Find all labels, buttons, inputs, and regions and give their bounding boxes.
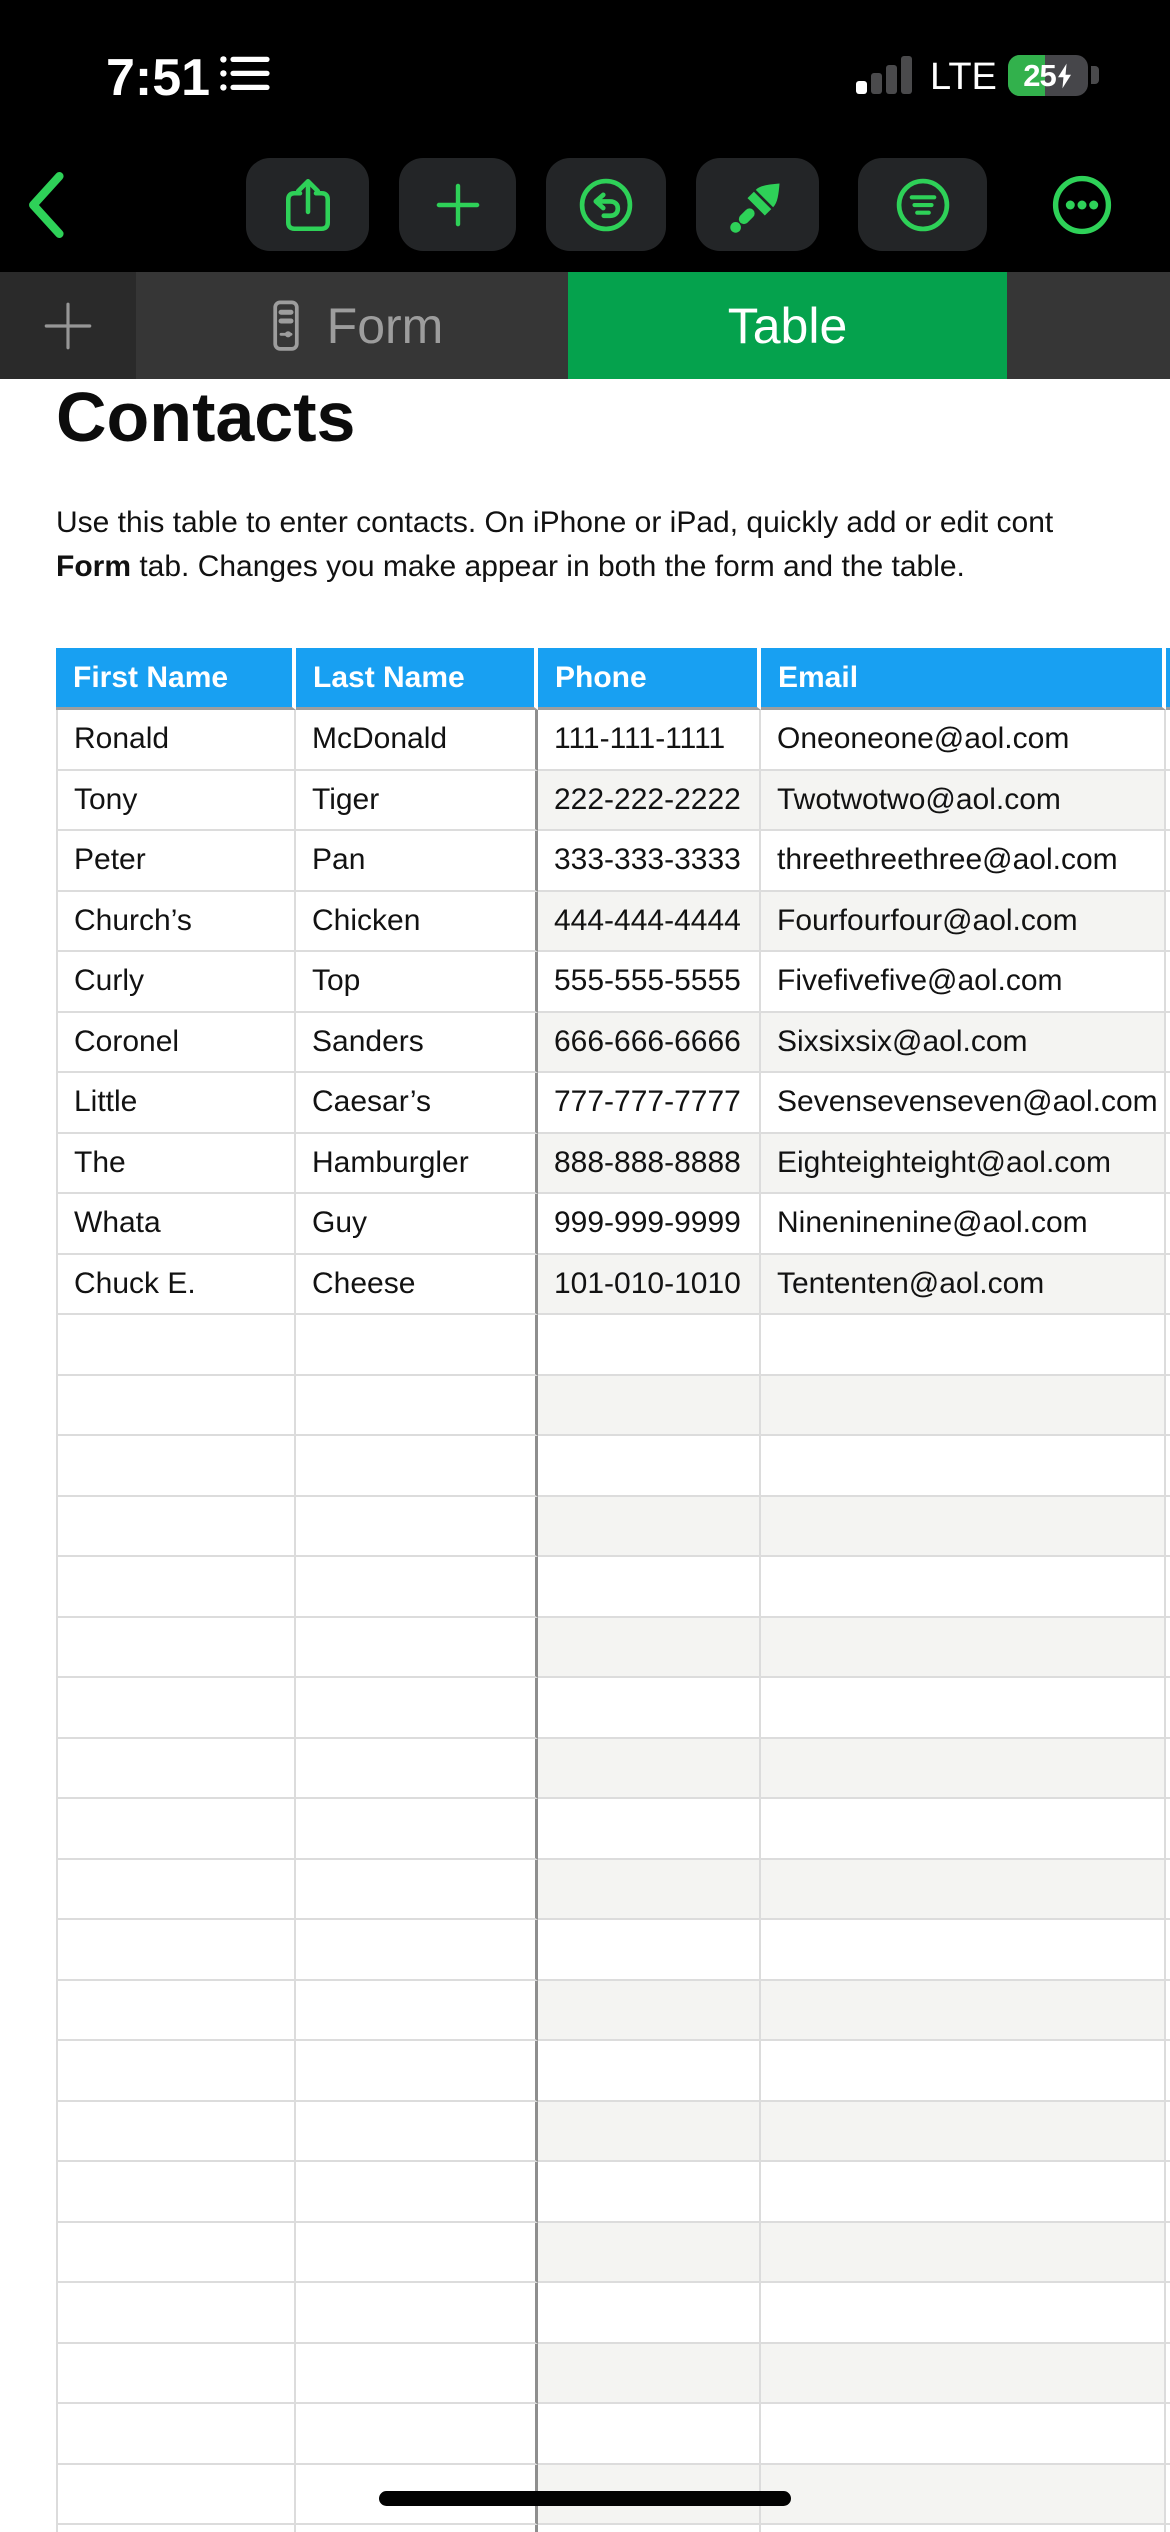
table-cell-empty[interactable] — [1166, 1739, 1170, 1800]
table-cell[interactable]: 111-111-1111 — [538, 710, 761, 771]
table-cell-empty[interactable] — [296, 1799, 538, 1860]
paintbrush-icon — [726, 173, 790, 237]
table-cell-empty[interactable] — [1166, 1799, 1170, 1860]
table-cell-empty[interactable] — [761, 2162, 1166, 2223]
header-phone[interactable]: Phone — [538, 648, 761, 710]
table-cell[interactable] — [1166, 771, 1170, 832]
table-cell[interactable]: Tony — [56, 771, 296, 832]
table-cell[interactable]: 888-888-8888 — [538, 1134, 761, 1195]
table-cell-empty[interactable] — [761, 1618, 1166, 1679]
battery-cap — [1091, 66, 1099, 84]
table-cell-empty[interactable] — [538, 2344, 761, 2405]
table-cell-empty[interactable] — [296, 1376, 538, 1437]
table-cell-empty[interactable] — [538, 1618, 761, 1679]
table-cell-empty[interactable] — [56, 2404, 296, 2465]
table-cell[interactable]: Oneoneone@aol.com — [761, 710, 1166, 771]
table-cell-empty[interactable] — [1166, 1678, 1170, 1739]
table-cell-empty[interactable] — [296, 2102, 538, 2163]
table-cell-empty[interactable] — [56, 2344, 296, 2405]
table-cell[interactable] — [1166, 1073, 1170, 1134]
table-cell-empty[interactable] — [296, 2041, 538, 2102]
table-cell[interactable]: Chuck E. — [56, 1255, 296, 1316]
undo-icon — [573, 172, 639, 238]
table-cell-empty[interactable] — [1166, 2102, 1170, 2163]
table-cell-empty[interactable] — [1166, 1315, 1170, 1376]
plus-icon — [39, 297, 97, 355]
tab-form[interactable] — [136, 272, 568, 379]
table-cell-empty[interactable] — [56, 2283, 296, 2344]
table-cell-empty[interactable] — [56, 2162, 296, 2223]
table-cell[interactable]: McDonald — [296, 710, 538, 771]
table-cell-empty[interactable] — [296, 2344, 538, 2405]
chevron-left-icon — [24, 171, 66, 239]
table-cell[interactable]: Pan — [296, 831, 538, 892]
table-cell[interactable]: Tententen@aol.com — [761, 1255, 1166, 1316]
table-cell-empty[interactable] — [56, 1497, 296, 1558]
table-cell-empty[interactable] — [538, 2041, 761, 2102]
sheet-tab-bar — [0, 272, 1170, 379]
table-cell-empty[interactable] — [56, 1981, 296, 2042]
filter-circle-icon — [890, 172, 956, 238]
table-cell-empty[interactable] — [761, 2404, 1166, 2465]
battery-indicator — [1008, 55, 1088, 96]
table-cell-empty[interactable] — [1166, 1557, 1170, 1618]
back-button[interactable] — [22, 170, 68, 240]
undo-button[interactable] — [546, 158, 666, 251]
description-line-2: Form tab. Changes you make appear in both the form and the table. — [56, 550, 965, 583]
share-button[interactable] — [246, 158, 369, 251]
table-cell[interactable]: Ronald — [56, 710, 296, 771]
table-cell-empty[interactable] — [296, 1739, 538, 1800]
table-cell-empty[interactable] — [1166, 2223, 1170, 2284]
table-cell[interactable]: Little — [56, 1073, 296, 1134]
home-indicator[interactable] — [379, 2491, 791, 2506]
sheet-title[interactable]: Contacts — [56, 379, 356, 456]
spreadsheet-canvas — [0, 379, 1170, 2532]
table-cell[interactable]: 666-666-6666 — [538, 1013, 761, 1074]
table-cell-empty[interactable] — [761, 1436, 1166, 1497]
table-cell[interactable]: 999-999-9999 — [538, 1194, 761, 1255]
table-cell-empty[interactable] — [761, 2223, 1166, 2284]
tab-bar-filler — [1007, 272, 1170, 379]
plus-icon — [427, 174, 489, 236]
table-cell[interactable]: Guy — [296, 1194, 538, 1255]
table-cell[interactable]: Church’s — [56, 892, 296, 953]
table-cell-empty[interactable] — [296, 1497, 538, 1558]
table-cell[interactable]: Fourfourfour@aol.com — [761, 892, 1166, 953]
table-cell-empty[interactable] — [1166, 2162, 1170, 2223]
cellular-signal-icon — [856, 56, 914, 94]
table-cell-empty[interactable] — [1166, 2041, 1170, 2102]
table-cell-empty[interactable] — [761, 1981, 1166, 2042]
table-cell[interactable]: Eighteighteight@aol.com — [761, 1134, 1166, 1195]
table-cell-empty[interactable] — [1166, 2465, 1170, 2526]
table-cell-empty[interactable] — [538, 2525, 761, 2532]
table-cell[interactable] — [1166, 1013, 1170, 1074]
table-cell-empty[interactable] — [296, 1860, 538, 1921]
table-cell[interactable] — [1166, 831, 1170, 892]
table-cell[interactable]: Caesar’s — [296, 1073, 538, 1134]
table-cell-empty[interactable] — [538, 2404, 761, 2465]
tab-form-label: Form — [326, 297, 444, 354]
form-icon — [261, 299, 311, 353]
table-cell-empty[interactable] — [538, 1799, 761, 1860]
table-cell-empty[interactable] — [1166, 2404, 1170, 2465]
table-cell[interactable] — [1166, 952, 1170, 1013]
charging-bolt-icon — [1056, 63, 1073, 89]
table-cell[interactable]: Sevensevenseven@aol.com — [761, 1073, 1166, 1134]
table-cell-empty[interactable] — [296, 1315, 538, 1376]
table-cell-empty[interactable] — [538, 1436, 761, 1497]
table-cell-empty[interactable] — [1166, 2525, 1170, 2532]
table-cell-empty[interactable] — [56, 1557, 296, 1618]
table-cell[interactable]: Sixsixsix@aol.com — [761, 1013, 1166, 1074]
table-cell[interactable]: Tiger — [296, 771, 538, 832]
description-line-1: Use this table to enter contacts. On iPhone or iPad, quickly add or edit cont — [56, 506, 1054, 539]
table-cell-empty[interactable] — [538, 1678, 761, 1739]
table-cell-empty[interactable] — [1166, 1981, 1170, 2042]
table-cell[interactable] — [1166, 1255, 1170, 1316]
table-cell[interactable]: 777-777-7777 — [538, 1073, 761, 1134]
table-cell-empty[interactable] — [761, 1497, 1166, 1558]
table-cell-empty[interactable] — [56, 2041, 296, 2102]
table-cell[interactable]: Sanders — [296, 1013, 538, 1074]
table-cell[interactable] — [1166, 1134, 1170, 1195]
table-cell-empty[interactable] — [538, 2102, 761, 2163]
table-cell-empty[interactable] — [296, 2283, 538, 2344]
table-cell-empty[interactable] — [1166, 1618, 1170, 1679]
table-cell-empty[interactable] — [761, 2102, 1166, 2163]
network-type-label: LTE — [930, 56, 997, 98]
table-cell-empty[interactable] — [56, 1920, 296, 1981]
table-cell-empty[interactable] — [296, 2162, 538, 2223]
more-button[interactable] — [1046, 169, 1118, 241]
table-cell-empty[interactable] — [296, 1920, 538, 1981]
table-cell-empty[interactable] — [761, 1920, 1166, 1981]
table-cell-empty[interactable] — [296, 2223, 538, 2284]
table-cell-empty[interactable] — [538, 1739, 761, 1800]
table-cell[interactable]: Hamburgler — [296, 1134, 538, 1195]
table-cell[interactable]: Peter — [56, 831, 296, 892]
tab-table[interactable] — [568, 272, 1007, 379]
table-cell-empty[interactable] — [56, 2223, 296, 2284]
tab-table-label: Table — [727, 297, 848, 354]
table-cell-empty[interactable] — [56, 1618, 296, 1679]
add-button[interactable] — [399, 158, 516, 251]
table-cell[interactable]: 222-222-2222 — [538, 771, 761, 832]
table-cell-empty[interactable] — [761, 1739, 1166, 1800]
table-cell-empty[interactable] — [761, 1860, 1166, 1921]
table-cell-empty[interactable] — [56, 1860, 296, 1921]
table-cell-empty[interactable] — [56, 1678, 296, 1739]
table-cell-empty[interactable] — [56, 2525, 296, 2532]
table-cell[interactable]: Cheese — [296, 1255, 538, 1316]
header-extra[interactable] — [1166, 648, 1170, 710]
table-cell-empty[interactable] — [538, 2223, 761, 2284]
table-cell-empty[interactable] — [761, 2465, 1166, 2526]
table-cell-empty[interactable] — [538, 1376, 761, 1437]
table-cell-empty[interactable] — [761, 1799, 1166, 1860]
table-cell-empty[interactable] — [1166, 2344, 1170, 2405]
share-icon — [276, 173, 340, 237]
table-cell-empty[interactable] — [56, 1739, 296, 1800]
table-cell-empty[interactable] — [1166, 1860, 1170, 1921]
table-cell-empty[interactable] — [296, 1981, 538, 2042]
table-cell[interactable]: Twotwotwo@aol.com — [761, 771, 1166, 832]
table-cell-empty[interactable] — [761, 1557, 1166, 1618]
table-cell-empty[interactable] — [761, 2041, 1166, 2102]
table-cell-empty[interactable] — [538, 1860, 761, 1921]
status-time: 7:51 — [106, 49, 211, 107]
header-email[interactable]: Email — [761, 648, 1166, 710]
table-cell-empty[interactable] — [296, 1436, 538, 1497]
sheet-description[interactable] — [56, 501, 1053, 589]
format-button[interactable] — [696, 158, 819, 251]
table-cell[interactable]: 101-010-1010 — [538, 1255, 761, 1316]
header-last-name[interactable]: Last Name — [296, 648, 538, 710]
table-cell-empty[interactable] — [1166, 1497, 1170, 1558]
table-cell-empty[interactable] — [56, 1376, 296, 1437]
list-bullet-icon — [219, 53, 271, 95]
table-cell-empty[interactable] — [761, 1315, 1166, 1376]
table-cell-empty[interactable] — [538, 1920, 761, 1981]
table-cell[interactable]: 333-333-3333 — [538, 831, 761, 892]
table-cell[interactable]: Nineninenine@aol.com — [761, 1194, 1166, 1255]
table-cell-empty[interactable] — [538, 1557, 761, 1618]
table-cell-empty[interactable] — [296, 1618, 538, 1679]
table-cell[interactable]: Fivefivefive@aol.com — [761, 952, 1166, 1013]
table-cell-empty[interactable] — [56, 1436, 296, 1497]
table-cell-empty[interactable] — [296, 2404, 538, 2465]
table-cell[interactable] — [1166, 1194, 1170, 1255]
table-cell-empty[interactable] — [761, 2344, 1166, 2405]
ellipsis-circle-icon — [1046, 169, 1118, 241]
table-cell-empty[interactable] — [56, 1315, 296, 1376]
table-cell-empty[interactable] — [56, 1799, 296, 1860]
table-cell-empty[interactable] — [538, 1981, 761, 2042]
header-first-name[interactable]: First Name — [56, 648, 296, 710]
table-cell-empty[interactable] — [761, 2525, 1166, 2532]
add-sheet-tab[interactable] — [0, 272, 136, 379]
table-cell-empty[interactable] — [761, 2283, 1166, 2344]
table-cell[interactable]: Whata — [56, 1194, 296, 1255]
table-cell-empty[interactable] — [56, 2465, 296, 2526]
table-cell-empty[interactable] — [538, 2162, 761, 2223]
table-cell-empty[interactable] — [1166, 1376, 1170, 1437]
table-cell-empty[interactable] — [1166, 1436, 1170, 1497]
table-cell-empty[interactable] — [538, 2283, 761, 2344]
table-cell-empty[interactable] — [538, 1497, 761, 1558]
table-cell[interactable]: Chicken — [296, 892, 538, 953]
table-cell[interactable]: threethreethree@aol.com — [761, 831, 1166, 892]
table-cell-empty[interactable] — [56, 2102, 296, 2163]
table-cell-empty[interactable] — [761, 1678, 1166, 1739]
table-cell[interactable]: Top — [296, 952, 538, 1013]
table-cell[interactable]: The — [56, 1134, 296, 1195]
table-cell-empty[interactable] — [761, 1376, 1166, 1437]
table-cell[interactable]: 444-444-4444 — [538, 892, 761, 953]
table-cell[interactable] — [1166, 892, 1170, 953]
table-cell[interactable] — [1166, 710, 1170, 771]
table-cell-empty[interactable] — [296, 1678, 538, 1739]
table-cell-empty[interactable] — [296, 1557, 538, 1618]
table-cell-empty[interactable] — [1166, 1920, 1170, 1981]
table-cell-empty[interactable] — [1166, 2283, 1170, 2344]
filter-button[interactable] — [858, 158, 987, 251]
table-cell-empty[interactable] — [296, 2525, 538, 2532]
table-cell-empty[interactable] — [538, 1315, 761, 1376]
table-cell[interactable]: Coronel — [56, 1013, 296, 1074]
table-cell[interactable]: 555-555-5555 — [538, 952, 761, 1013]
contacts-table — [56, 648, 1170, 2532]
battery-percent: 25 — [1023, 57, 1056, 93]
table-cell[interactable]: Curly — [56, 952, 296, 1013]
